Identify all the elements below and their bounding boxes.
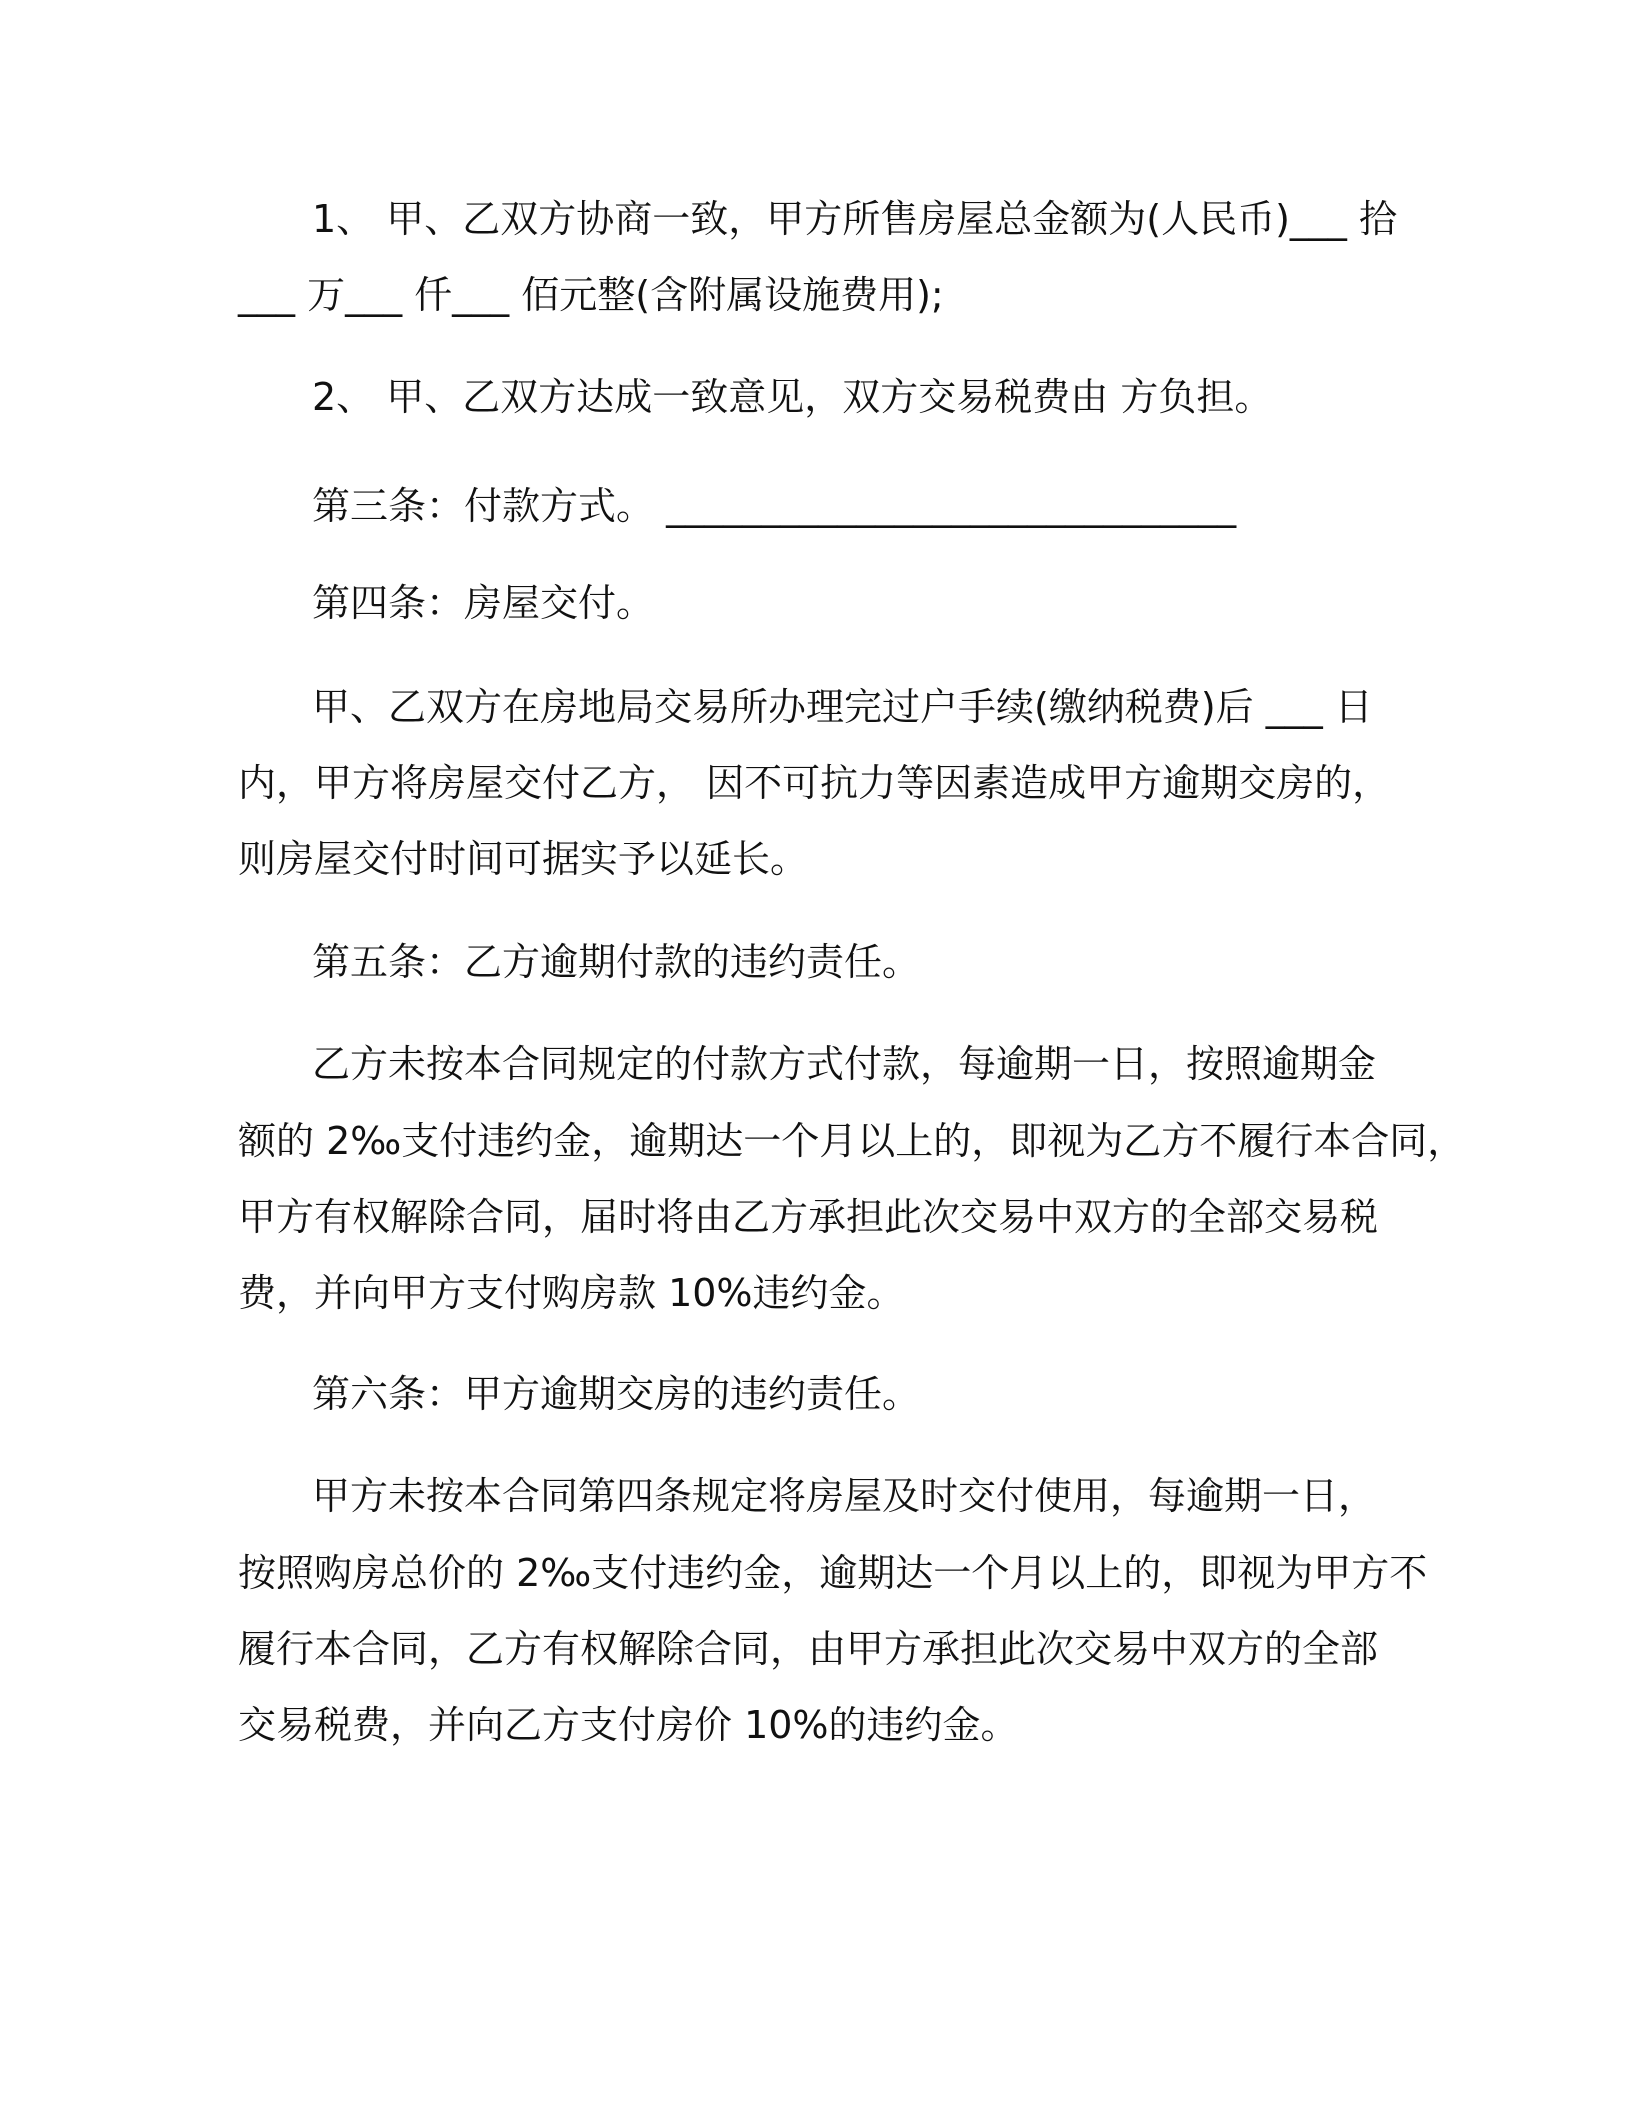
article-4-line-2: 内，甲方将房屋交付乙方， 因不可抗力等因素造成甲方逾期交房的，: [238, 761, 1391, 805]
article-6-line-4: 交易税费，并向乙方支付房价 10%的违约金。: [238, 1703, 1019, 1747]
article-4-heading: 第四条：房屋交付。: [312, 581, 655, 625]
clause-1-line-2: ___ 万___ 仟___ 佰元整(含附属设施费用);: [238, 273, 944, 317]
article-4-line-3: 则房屋交付时间可据实予以延长。: [238, 837, 809, 881]
article-3-heading: 第三条：付款方式。 ______________________________: [312, 484, 1237, 528]
article-5-line-1: 乙方未按本合同规定的付款方式付款，每逾期一日，按照逾期金: [312, 1042, 1377, 1086]
article-6-line-3: 履行本合同，乙方有权解除合同，由甲方承担此次交易中双方的全部: [238, 1627, 1379, 1671]
article-6-heading: 第六条：甲方逾期交房的违约责任。: [312, 1372, 921, 1416]
article-5-heading: 第五条：乙方逾期付款的违约责任。: [312, 940, 921, 984]
article-5-line-2: 额的 2‰支付违约金，逾期达一个月以上的，即视为乙方不履行本合同，: [238, 1119, 1466, 1163]
clause-2-line: 2、 甲、乙双方达成一致意见，双方交易税费由 方负担。: [312, 375, 1273, 419]
article-6-line-1: 甲方未按本合同第四条规定将房屋及时交付使用，每逾期一日，: [312, 1474, 1377, 1518]
article-5-line-3: 甲方有权解除合同，届时将由乙方承担此次交易中双方的全部交易税: [238, 1195, 1379, 1239]
article-6-line-2: 按照购房总价的 2‰支付违约金，逾期达一个月以上的，即视为甲方不: [238, 1551, 1428, 1595]
article-5-line-4: 费，并向甲方支付购房款 10%违约金。: [238, 1271, 905, 1315]
article-4-line-1: 甲、乙双方在房地局交易所办理完过户手续(缴纳税费)后 ___ 日: [312, 685, 1373, 729]
clause-1-line-1: 1、 甲、乙双方协商一致，甲方所售房屋总金额为(人民币)___ 拾: [312, 197, 1397, 241]
